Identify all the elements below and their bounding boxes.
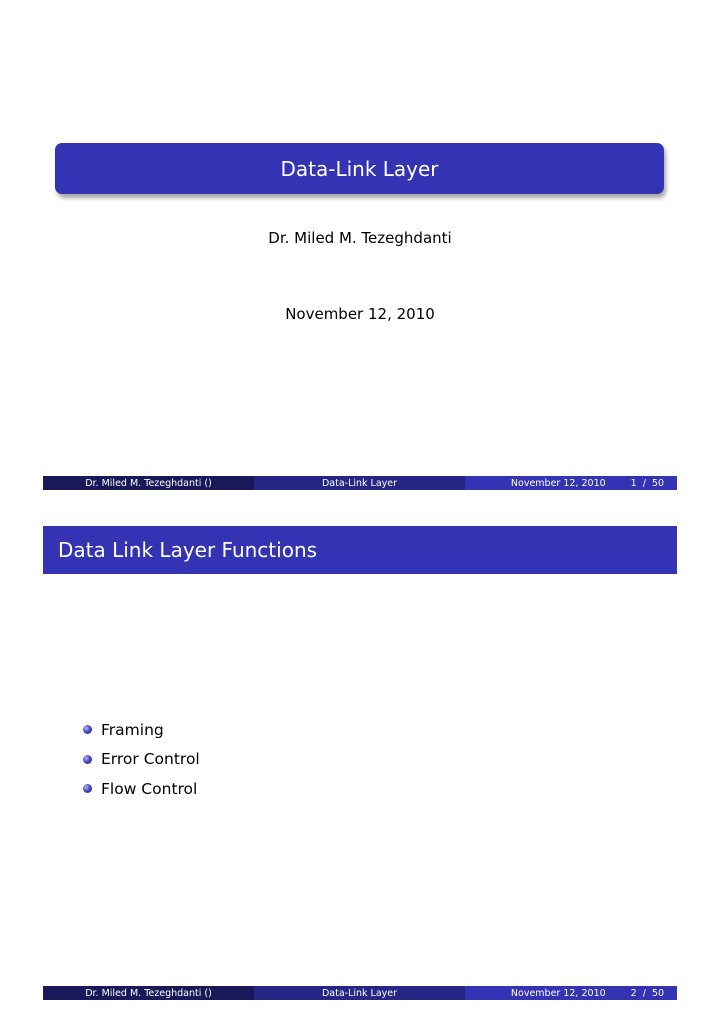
slide-footer — [43, 986, 677, 1000]
footer-author: Dr. Miled M. Tezeghdanti () — [43, 476, 254, 490]
bullet-ball-icon — [83, 725, 92, 734]
bullet-ball-icon — [83, 755, 92, 764]
footer-date: November 12, 2010 — [510, 987, 606, 999]
title-slide — [0, 0, 720, 509]
footer-date-page — [465, 476, 677, 490]
bullet-ball-icon — [83, 784, 92, 793]
content-slide — [0, 510, 720, 1019]
frame-title-text: Data Link Layer Functions — [58, 538, 318, 562]
slide-footer — [43, 476, 677, 490]
bullet-list — [83, 715, 200, 804]
footer-page-number: 2 / 50 — [630, 987, 664, 999]
footer-page-number: 1 / 50 — [630, 477, 664, 489]
footer-author: Dr. Miled M. Tezeghdanti () — [43, 986, 254, 1000]
list-item: Framing — [83, 715, 200, 745]
author-name: Dr. Miled M. Tezeghdanti — [268, 229, 452, 247]
list-item: Error Control — [83, 745, 200, 775]
list-item: Flow Control — [83, 774, 200, 804]
presentation-title-box — [55, 143, 664, 194]
frame-title — [43, 526, 677, 574]
footer-date: November 12, 2010 — [510, 477, 606, 489]
footer-date-page — [465, 986, 677, 1000]
footer-title: Data-Link Layer — [254, 986, 465, 1000]
footer-title: Data-Link Layer — [254, 476, 465, 490]
presentation-date: November 12, 2010 — [285, 305, 435, 323]
presentation-title: Data-Link Layer — [280, 156, 439, 181]
